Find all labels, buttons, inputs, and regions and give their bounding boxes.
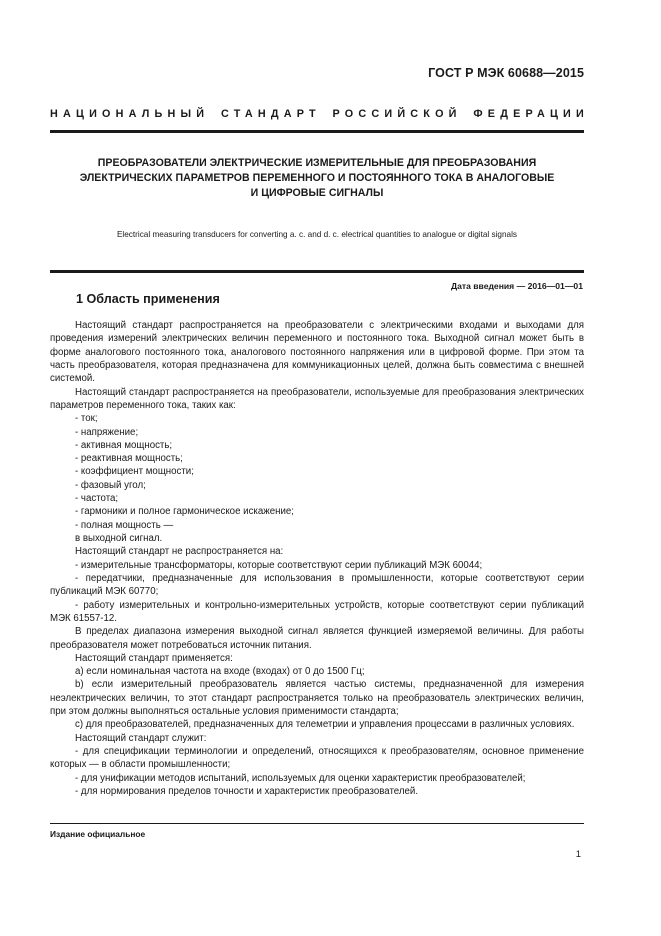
list-item: - работу измерительных и контрольно-измерительных устройств, которые соответствуют серии публикаций МЭК 61557-12. <box>50 599 584 624</box>
english-title: Electrical measuring transducers for converting a. c. and d. c. electrical quantities to analogue or digital signals <box>116 230 518 239</box>
paragraph: Настоящий стандарт применяется: <box>75 652 233 664</box>
list-item: - коэффициент мощности; <box>75 466 194 478</box>
edition-label: Издание официальное <box>50 829 146 839</box>
paragraph: Настоящий стандарт не распространяется на: <box>75 546 284 558</box>
banner-word: СТАНДАРТ <box>220 108 321 120</box>
list-item: с) для преобразователей, предназначенных для телеметрии и управления процессами в различных условиях. <box>75 719 575 731</box>
list-item: - частота; <box>75 493 119 505</box>
title-line: ЭЛЕКТРИЧЕСКИХ ПАРАМЕТРОВ ПЕРЕМЕННОГО И ПОСТОЯННОГО ТОКА В АНАЛОГОВЫЕ <box>79 172 555 184</box>
list-item: - для спецификации терминологии и определений, относящихся к преобразователям, основное применение которых — в области промышленности; <box>50 746 584 771</box>
banner-word: НАЦИОНАЛЬНЫЙ <box>50 108 210 120</box>
document-title <box>50 156 584 201</box>
banner-word: ФЕДЕРАЦИИ <box>473 108 589 120</box>
doc-number: ГОСТ Р МЭК 60688—2015 <box>428 66 584 80</box>
list-item: - реактивная мощность; <box>75 453 183 465</box>
list-item: - передатчики, предназначенные для использования в промышленности, которые соответствуют серии публикаций МЭК 60770; <box>50 572 584 598</box>
list-item: - напряжение; <box>75 426 139 438</box>
title-line: ПРЕОБРАЗОВАТЕЛИ ЭЛЕКТРИЧЕСКИЕ ИЗМЕРИТЕЛЬНЫЕ ДЛЯ ПРЕОБРАЗОВАНИЯ <box>97 157 537 169</box>
paragraph: Настоящий стандарт служит: <box>75 732 207 744</box>
list-item: а) если номинальная частота на входе (входах) от 0 до 1500 Гц; <box>75 666 365 678</box>
list-item: - гармоники и полное гармоническое искажение; <box>75 506 294 518</box>
list-item: - активная мощность; <box>75 439 173 451</box>
section-body <box>50 319 584 798</box>
list-item: - ток; <box>75 413 98 425</box>
header-divider <box>50 130 584 133</box>
standard-banner <box>50 108 589 120</box>
banner-word: РОССИЙСКОЙ <box>332 108 462 120</box>
list-item: - для нормирования пределов точности и характеристик преобразователей. <box>75 785 419 797</box>
footer-divider <box>50 823 584 824</box>
list-item: - фазовый угол; <box>75 479 146 491</box>
paragraph: В пределах диапазона измерения выходной сигнал является функцией измеряемой величины. Для работы преобразователя может потребоваться источник питания. <box>50 626 584 651</box>
list-item: - измерительные трансформаторы, которые соответствуют серии публикаций МЭК 60044; <box>75 559 483 571</box>
list-item: b) если измерительный преобразователь является частью системы, предназначенной для измерения неэлектрических величин, то этот стандарт распространяется только на преобразователь электрических величин, при этом должны выполняться остальные условия применимости стандарта; <box>50 679 584 718</box>
paragraph: Настоящий стандарт распространяется на преобразователи, используемые для преобразования электрических параметров переменного тока, таких как: <box>50 386 584 411</box>
intro-date: Дата введения — 2016—01—01 <box>450 281 583 291</box>
page-number: 1 <box>575 849 581 860</box>
title-divider <box>50 270 584 273</box>
paragraph: Настоящий стандарт распространяется на преобразователи с электрическими входами и выходами для проведения измерений электрических величин переменного и постоянного тока. Выходной сигнал может быть в форме аналогового постоянного тока, аналогового постоянного напряжения или в цифровой форме. При этом та часть преобразователя, которая предназначена для коммуникационных целей, должна быть совместима с внешней системой. <box>50 320 584 385</box>
list-item: - полная мощность — <box>75 519 174 531</box>
section-heading: 1 Область применения <box>76 292 220 306</box>
title-line: И ЦИФРОВЫЕ СИГНАЛЫ <box>250 187 384 199</box>
paragraph: в выходной сигнал. <box>75 533 163 544</box>
list-item: - для унификации методов испытаний, используемых для оценки характеристик преобразователей; <box>75 772 526 784</box>
